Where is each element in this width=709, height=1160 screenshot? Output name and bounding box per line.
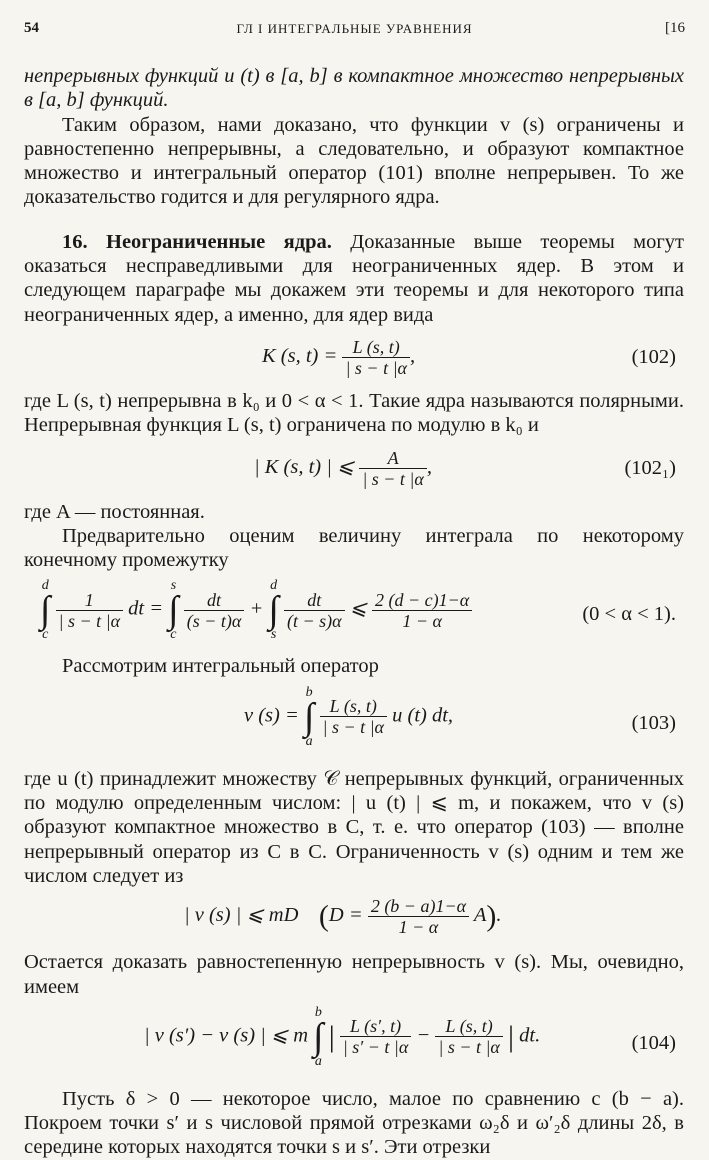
paragraph-10: Пусть δ > 0 — некоторое число, малое по сравнению с (b − a). Покроем точки s′ и s числовой прямой отрезками ω₂δ и ω′₂δ длины 2δ, в середине которых находятся точки s и s′. Эти отрезки (24, 1087, 684, 1159)
paragraph-3: 16. Неограниченные ядра. Доказанные выше теоремы могут оказаться несправедливыми для неограниченных ядер. В этом и следующем параграфе мы докажем эти теоремы и для некоторого типа неограниченных ядер, а именно, для ядер вида (24, 230, 684, 326)
paragraph-2: Таким образом, нами доказано, что функции v (s) ограничены и равностепенно непрерывны, а следовательно, и образуют компактное множество и интегральный оператор (101) вполне непрерывен. То же доказательство годится и для регулярного ядра. (24, 113, 684, 209)
page-header (24, 20, 685, 44)
section-marker: [16 (665, 20, 685, 36)
running-title: ГЛ I ИНТЕГРАЛЬНЫЕ УРАВНЕНИЯ (236, 21, 473, 36)
equation-bound: | v (s) | ⩽ mD (D = $\frac{2 (b - a)1-\alpha}{1 - \alpha}$ A). (184, 896, 502, 938)
equation-integral-estimate: d ∫ c $\frac{1}{| s - t |\alpha}$ dt = s ∫ c $\frac{dt}{(s - t)\alpha}$ + d ∫ s $\frac{dt}{(t - s)\alpha}$ ⩽ $\frac{2 (d - c)1-\alpha}{1 - \alpha}$ (0 < α < 1). (40, 578, 676, 643)
paragraph-1: непрерывных функций u (t) в [a, b] в компактное множество непрерывных в [a, b] функций. (24, 65, 684, 112)
page-number: 54 (24, 20, 39, 36)
equation-102: K (s, t) = $\frac{L (s, t)}{| s - t |\alpha}$ , (102) (262, 336, 676, 378)
equation-tag: (102) (631, 345, 676, 368)
equation-tag: (104) (631, 1031, 676, 1054)
paragraph-7: Рассмотрим интегральный оператор (62, 655, 379, 678)
paragraph-4: где L (s, t) непрерывна в k₀ и 0 < α < 1. Такие ядра называются полярными. Непрерывная функция L (s, t) ограничена по модулю в k₀ и (24, 389, 684, 437)
equation-104: | v (s′) − v (s) | ⩽ m b ∫ a | $\frac{L (s', t)}{| s' - t |\alpha}$ − $\frac{L (s, t)}{| s - t |\alpha}$ | dt. (104) (144, 1004, 676, 1069)
paragraph-8: где u (t) принадлежит множеству 𝒞 непрерывных функций, ограниченных по модулю определенным числом: | u (t) | ⩽ m, и покажем, что v (s) образуют компактное множество в C, т. е. что оператор (103) — вполне непрерывный оператор из C в C. Ограниченность v (s) одним и тем же числом следует из (24, 767, 684, 887)
equation-tag: (103) (631, 711, 676, 734)
paragraph-9: Остается доказать равностепенную непрерывность v (s). Мы, очевидно, имеем (24, 951, 684, 998)
equation-103: v (s) = b ∫ a $\frac{L (s, t)}{| s - t |\alpha}$ u (t) dt, (103) (244, 684, 676, 749)
equation-tag: (102₁) (624, 456, 676, 479)
page-body (24, 64, 684, 1160)
section-title: 16. Неограниченные ядра. (62, 230, 332, 253)
paragraph-5: где A — постоянная. (24, 500, 205, 523)
equation-102-1: | K (s, t) | ⩽ $\frac{A}{| s - t |\alpha}$ , (102₁) (254, 447, 676, 489)
equation-condition: (0 < α < 1). (582, 603, 676, 626)
paragraph-6: Предварительно оценим величину интеграла по некоторому конечному промежутку (24, 524, 684, 572)
